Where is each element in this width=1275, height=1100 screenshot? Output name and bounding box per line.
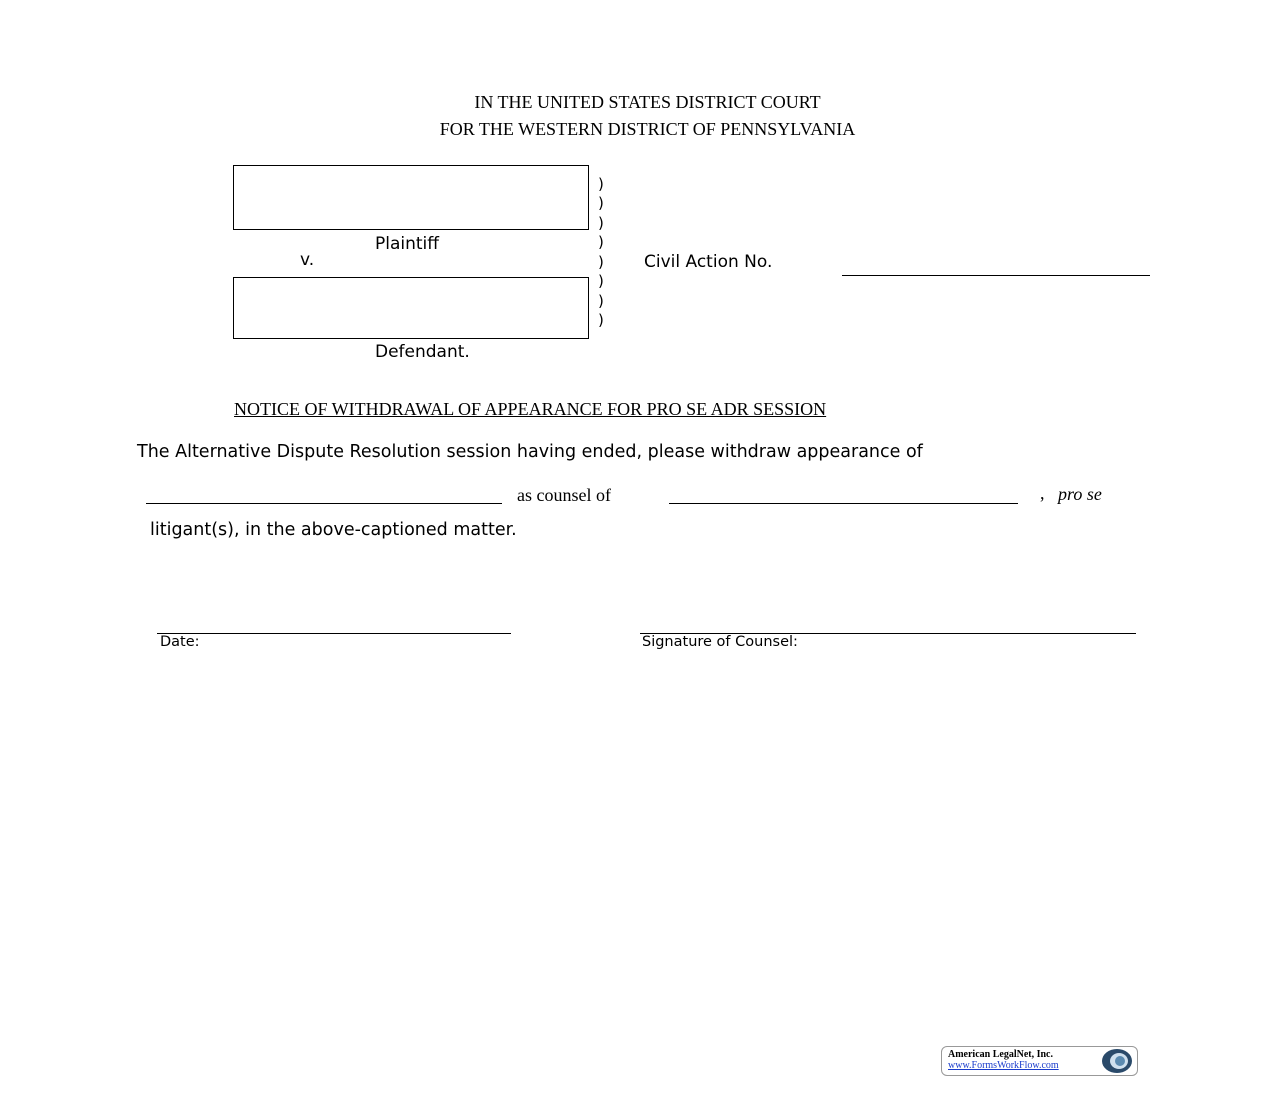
- caption-paren: ): [598, 311, 604, 329]
- signature-label: Signature of Counsel:: [642, 634, 798, 650]
- caption-paren: ): [598, 233, 604, 251]
- document-title: NOTICE OF WITHDRAWAL OF APPEARANCE FOR PRO SE ADR SESSION: [234, 399, 827, 419]
- plaintiff-field[interactable]: [233, 165, 589, 230]
- footer-logo: [941, 1046, 1138, 1076]
- pro-se-text: pro se: [1058, 484, 1102, 504]
- plaintiff-label: Plaintiff: [375, 234, 439, 254]
- logo-url[interactable]: www.FormsWorkFlow.com: [948, 1060, 1059, 1071]
- litigant-name-field[interactable]: [669, 503, 1018, 504]
- as-counsel-of-text: as counsel of: [517, 485, 611, 505]
- caption-paren: ): [598, 253, 604, 271]
- logo-company: American LegalNet, Inc.: [948, 1049, 1053, 1060]
- civil-action-number-field[interactable]: [842, 275, 1150, 276]
- defendant-field[interactable]: [233, 277, 589, 339]
- body-line-1: The Alternative Dispute Resolution session having ended, please withdraw appearance of: [137, 442, 923, 462]
- caption-paren: ): [598, 272, 604, 290]
- caption-paren: ): [598, 175, 604, 193]
- court-name: IN THE UNITED STATES DISTRICT COURT: [474, 92, 821, 112]
- defendant-label: Defendant.: [375, 342, 470, 362]
- date-label: Date:: [160, 634, 200, 650]
- caption-paren: ): [598, 214, 604, 232]
- globe-icon: [1100, 1048, 1134, 1074]
- comma-text: ,: [1040, 483, 1045, 503]
- caption-paren: ): [598, 194, 604, 212]
- district-name: FOR THE WESTERN DISTRICT OF PENNSYLVANIA: [439, 119, 856, 139]
- date-field[interactable]: [157, 633, 511, 634]
- caption-paren: ): [598, 292, 604, 310]
- counsel-name-field[interactable]: [146, 503, 502, 504]
- body-line-3: litigant(s), in the above-captioned matter.: [150, 520, 517, 540]
- versus-label: v.: [300, 250, 315, 270]
- civil-action-label: Civil Action No.: [644, 252, 773, 272]
